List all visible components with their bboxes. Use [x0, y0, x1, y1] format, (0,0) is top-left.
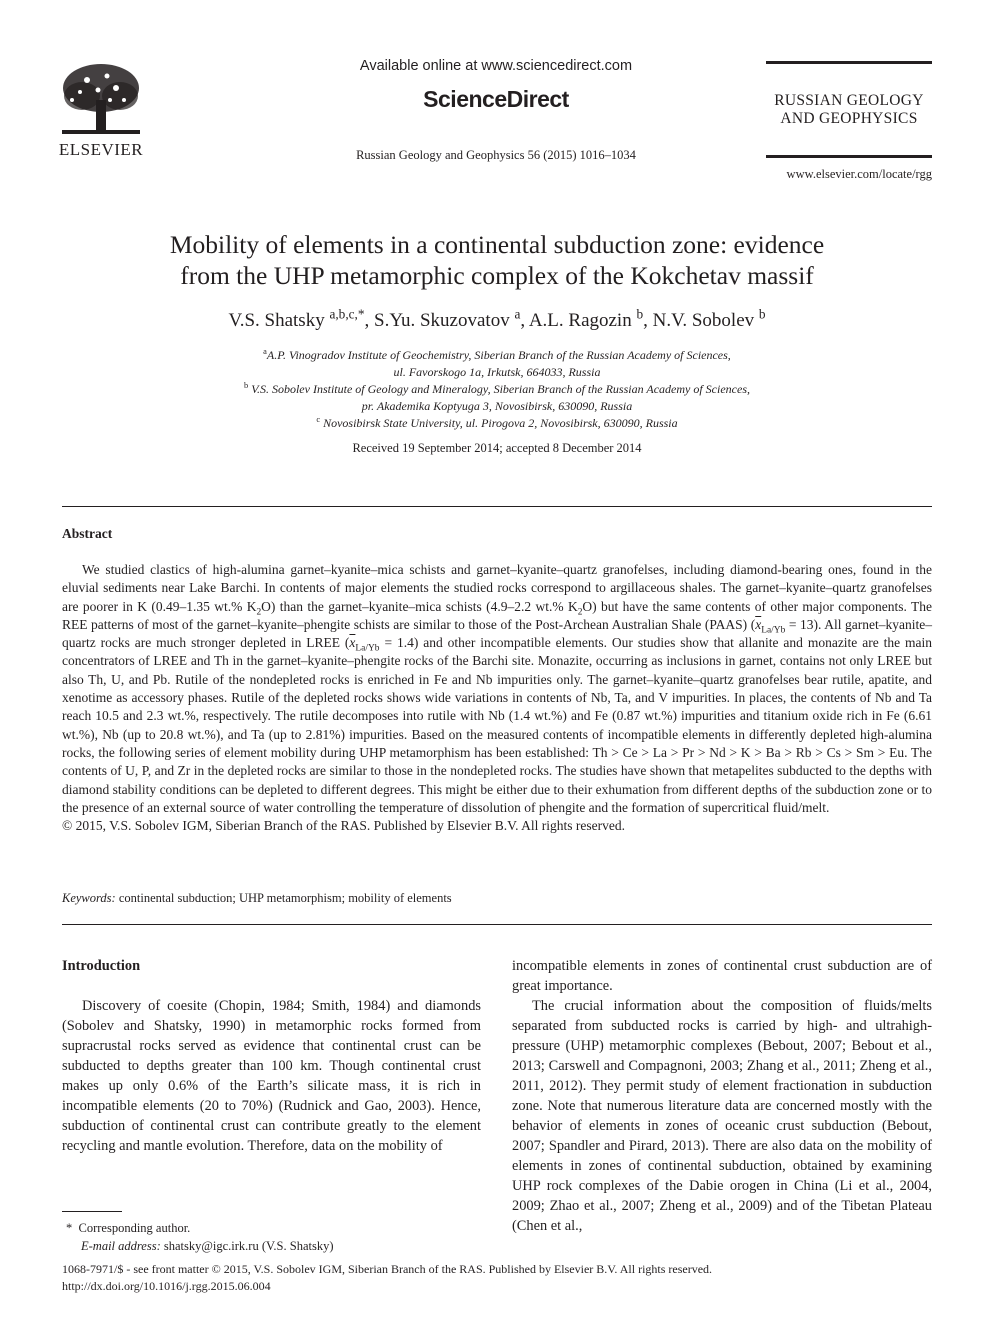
abstract-top-rule — [62, 506, 932, 507]
keywords-label: Keywords: — [62, 891, 116, 905]
affiliation-a-line1: A.P. Vinogradov Institute of Geochemistry, Siberian Branch of the Russian Academy of Sciences, — [266, 348, 731, 362]
author-affiliation: a,b,c, — [329, 306, 358, 322]
elsevier-logo — [52, 60, 150, 160]
front-matter-line: 1068-7971/$ - see front matter © 2015, V.S. Sobolev IGM, Siberian Branch of the RAS. Published by Elsevier B.V. All rights reserved. — [62, 1262, 713, 1276]
x-la-yb-symbol: $\overline{x}_{La/Yb}$ — [755, 616, 786, 636]
author-list: V.S. Shatsky $^{a,b,c,*}$, S.Yu. Skuzovatov $^a$, A.L. Ragozin $^b$, N.V. Sobolev $^b$ — [228, 306, 766, 331]
left-column — [62, 956, 481, 1156]
author-name[interactable]: A.L. Ragozin — [528, 310, 632, 331]
elsevier-tree-icon — [52, 60, 150, 142]
keywords — [62, 891, 452, 906]
author-name[interactable]: S.Yu. Skuzovatov — [374, 310, 510, 331]
doi-link[interactable]: http://dx.doi.org/10.1016/j.rgg.2015.06.004 — [62, 1279, 271, 1293]
title-line1: Mobility of elements in a continental subduction zone: evidence — [169, 230, 825, 259]
affiliations — [62, 347, 932, 432]
affiliation-b-line1: V.S. Sobolev Institute of Geology and Mineralogy, Siberian Branch of the Russian Academy of Sciences, — [251, 382, 750, 396]
abstract-text: We studied clastics of high-alumina garnet–kyanite–mica schists and garnet–kyanite–quartz granofelses, including diamond-bearing ones, found in the eluvial sediments near Lake Barchi. In contents of major elements the studied rocks correspond to argillaceous shales. The garnet–kyanite–quartz granofelses are poorer in K (0.49–1.35 wt.% K — [62, 562, 932, 614]
email-label: E-mail address: — [81, 1239, 161, 1253]
page-footer — [62, 1261, 712, 1295]
abstract-heading: Abstract — [62, 526, 113, 541]
x-la-yb-symbol: $\overline{x}_{La/Yb}$ — [349, 635, 380, 654]
journal-url[interactable]: www.elsevier.com/locate/rgg — [786, 167, 932, 181]
sciencedirect-logo: ScienceDirect — [423, 86, 569, 112]
intro-paragraph: Discovery of coesite (Chopin, 1984; Smith, 1984) and diamonds (Sobolev and Shatsky, 1990) in metamorphic rocks formed from supracrustal rocks served as evidence that continental crust can be subducted to depths greater than 100 km. Though continental crust makes up only 0.6% of the Earth’s silicate mass, it is rich in incompatible elements (20 to 70%) (Rudnick and Gao, 2003). Hence, subduction of continental crust can contribute greatly to the element recycling and mantle evolution. Therefore, data on the mobility of — [62, 998, 481, 1154]
available-online: Available online at www.sciencedirect.com — [359, 58, 633, 74]
author-affiliation: b — [636, 306, 644, 322]
journal-citation: Russian Geology and Geophysics 56 (2015) 1016–1034 — [356, 148, 636, 162]
title-line2: from the UHP metamorphic complex of the Kokchetav massif — [180, 261, 814, 290]
corresponding-star: * — [357, 306, 365, 322]
article-title — [62, 229, 932, 291]
journal-bottom-rule — [766, 155, 932, 158]
affiliation-a-line2: ul. Favorskogo 1a, Irkutsk, 664033, Russia — [393, 365, 601, 379]
abstract-body: We studied clastics of high-alumina garnet–kyanite–mica schists and garnet–kyanite–quartz granofelses, including diamond-bearing ones, found in the eluvial sediments near Lake Barchi. In contents of major elements the studied rocks correspond to argillaceous shales. The garnet–kyanite–quartz granofelses are poorer in K (0.49–1.35 wt.% $K_2O$) than the garnet–kyanite–mica schists (4.9–2.2 wt.% $K_2O$) but have the same contents of other major components. The REE patterns of most of the garnet–kyanite–phengite schists are similar to those of the Post-Archean Australian Shale (PAAS) $(\overline{x}_{La/Yb} = 13)$. All garnet–kyanite–quartz rocks are much stronger depleted in LREE $(\overline{x}_{La/Yb} = 1.4)$ and other incompatible elements. Our studies show that allanite and monazite are the main concentrators of LREE and Th in the garnet–kyanite–phengite rocks of the Barchi site. Monazite, occurring as inclusions in garnet, contains not only LREE but also Th, U, and Pb. Rutile of the nondepleted rocks is enriched in Fe and Nb impurities only. The garnet–kyanite–quartz granofelses bear rutile, apatite, and xenotime as accessory phases. Rutile of the depleted rocks shows wide variations in contents of Nb, Ta, and V impurities. In places, the contents of Nb and Ta reach 10.5 and 2.3 wt.%, respectively. The rutile decomposes into rutile with Nb (1.4 wt.%) and Fe (0.87 wt.%) impurities and titanium oxide rich in Fe (6.61 wt.%), Nb (up to 20.8 wt.%), and Ta (up to 2.81%) impurities. Based on the measured contents of incompatible elements in differently depleted high-alumina rocks, the following series of element mobility during UHP metamorphism has been established: Th > Ce > La > Pr > Nd > K > Ba > Rb > Cs > Sm > Eu. The contents of U, P, and Zr in the depleted rocks are similar to those in the nondepleted rocks. The studies have shown that metapelites subducted to the depths with diamond stability conditions can be depleted to different degrees. This might be either due to their exhumation from different depths of the subduction zone or to the presence of an external source of water controlling the temperature of dissolution of phengite and the formation of supercritical fluid/melt. © 2015, V.S. Sobolev IGM, Siberian Branch of the RAS. Published by Elsevier B.V. All rights reserved. — [62, 561, 932, 835]
right-column — [512, 956, 932, 1236]
copyright-line: © 2015, V.S. Sobolev IGM, Siberian Branch of the RAS. Published by Elsevier B.V. All rights reserved. — [62, 818, 625, 834]
affiliation-mark: a — [263, 347, 267, 356]
author-name[interactable]: N.V. Sobolev — [652, 310, 755, 331]
received-dates: Received 19 September 2014; accepted 8 December 2014 — [352, 441, 642, 455]
footnote-star: * — [66, 1221, 73, 1235]
publisher-name: ELSEVIER — [58, 140, 144, 159]
affiliation-mark: c — [316, 415, 321, 424]
affiliation-b-line2: pr. Akademika Koptyuga 3, Novosibirsk, 630090, Russia — [361, 399, 633, 413]
affiliation-mark: b — [244, 381, 249, 390]
journal-top-rule — [766, 61, 932, 64]
journal-name-line1: RUSSIAN GEOLOGY — [774, 92, 924, 109]
abstract-bottom-rule — [62, 924, 932, 925]
journal-name-line2: AND GEOPHYSICS — [780, 110, 918, 127]
author-affiliation: a — [514, 306, 521, 322]
affiliation-c-line1: Novosibirsk State University, ul. Pirogova 2, Novosibirsk, 630090, Russia — [323, 416, 678, 430]
footnote — [66, 1219, 334, 1255]
keywords-text: continental subduction; UHP metamorphism; mobility of elements — [118, 891, 452, 905]
author-affiliation: b — [758, 306, 766, 322]
author-email[interactable]: shatsky@igc.irk.ru (V.S. Shatsky) — [163, 1239, 334, 1253]
author-name[interactable]: V.S. Shatsky — [228, 310, 325, 331]
intro-paragraph: The crucial information about the composition of fluids/melts separated from subducted rocks is carried by high- and ultrahigh-pressure (UHP) metamorphic complexes (Bebout, 2007; Bebout et al., 2013; Carswell and Compagnoni, 2003; Zhang et al., 2011; Zheng et al., 2011, 2012). They permit study of element fractionation in subduction zone. Note that numerous literature data are concerned mostly with the behavior of elements in zones of oceanic crust subduction (Bebout, 2007; Spandler and Pirard, 2013). There are also data on the mobility of elements in zones of continental subduction, obtained by examining UHP rock complexes of the Dabie orogen in China (Li et al., 2004, 2009; Zhao et al., 2007; Zheng et al., 2009) and of the Tibetan Plateau (Chen et al., — [512, 998, 932, 1234]
journal-name — [766, 92, 932, 128]
section-heading-introduction: Introduction — [62, 958, 141, 974]
footnote-rule — [62, 1211, 122, 1212]
corresponding-author-label: Corresponding author. — [78, 1221, 191, 1235]
intro-paragraph: incompatible elements in zones of continental crust subduction are of great importance. — [512, 958, 932, 994]
